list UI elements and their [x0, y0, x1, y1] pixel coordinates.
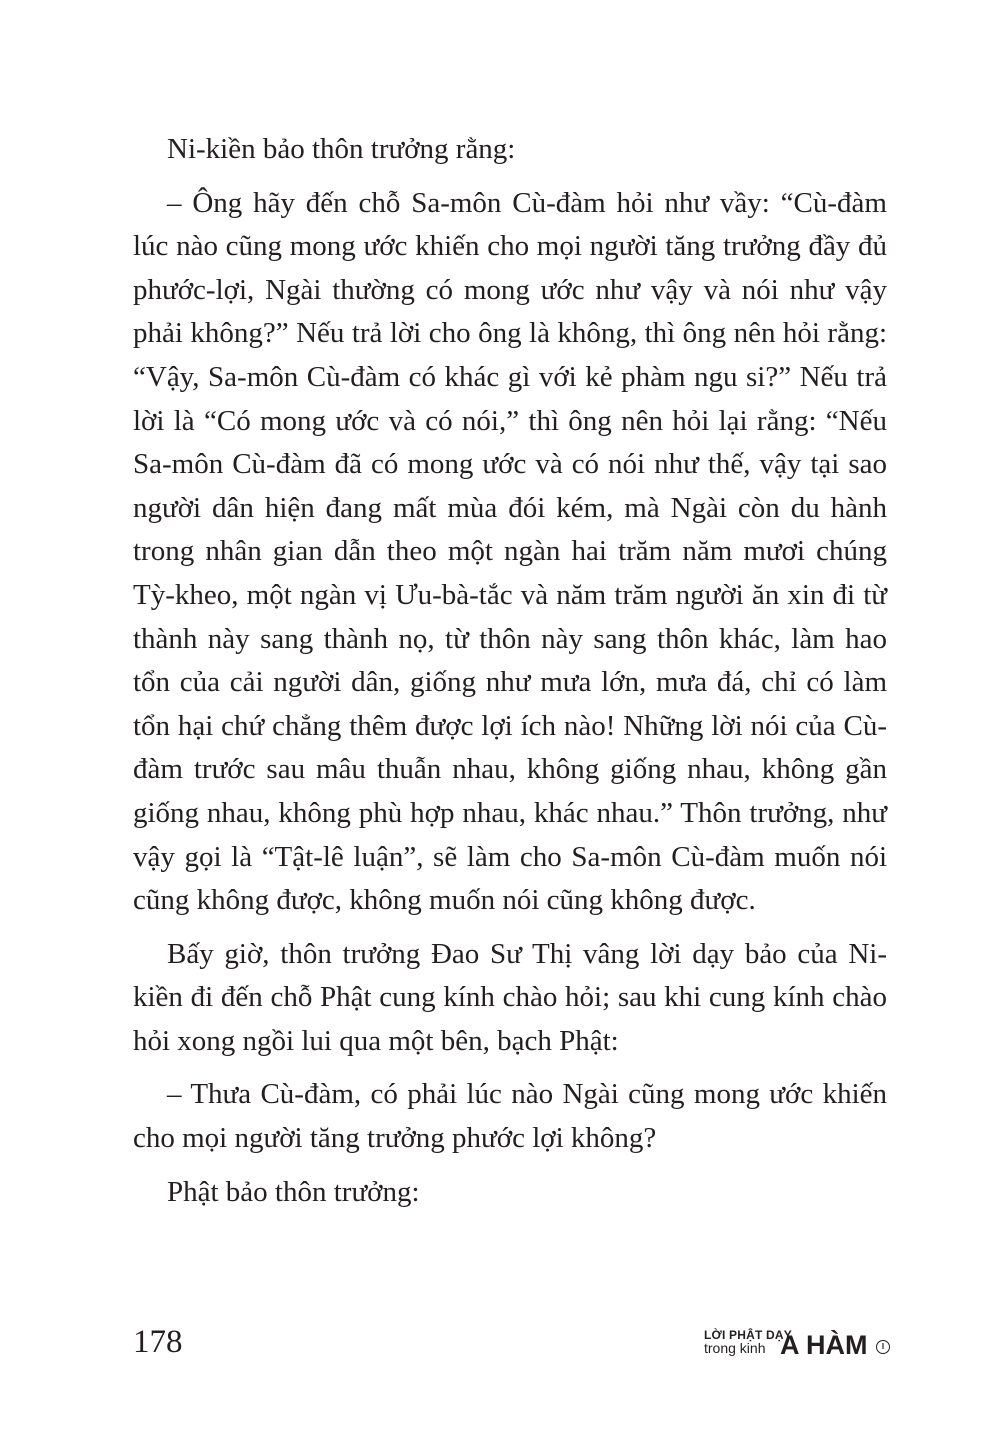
- paragraph: – Ông hãy đến chỗ Sa-môn Cù-đàm hỏi như vầy: “Cù-đàm lúc nào cũng mong ước khiến cho mọi người tăng trưởng đầy đủ phước-lợi, Ngài thường có mong ước như vậy và nói như vậy phải không?” Nếu trả lời cho ông là không, thì ông nên hỏi rằng: “Vậy, Sa-môn Cù-đàm có khác gì với kẻ phàm ngu si?” Nếu trả lời là “Có mong ước và có nói,” thì ông nên hỏi lại rằng: “Nếu Sa-môn Cù-đàm đã có mong ước và có nói như thế, vậy tại sao người dân hiện đang mất mùa đói kém, mà Ngài còn du hành trong nhân gian dẫn theo một ngàn hai trăm năm mươi chúng Tỳ-kheo, một ngàn vị Ưu-bà-tắc và năm trăm người ăn xin đi từ thành này sang thành nọ, từ thôn này sang thôn khác, làm hao tổn của cải người dân, giống như mưa lớn, mưa đá, chỉ có làm tổn hại chứ chẳng thêm được lợi ích nào! Những lời nói của Cù-đàm trước sau mâu thuẫn nhau, không giống nhau, không gần giống nhau, không phù hợp nhau, khác nhau.” Thôn trưởng, như vậy gọi là “Tật-lê luận”, sẽ làm cho Sa-môn Cù-đàm muốn nói cũng không được, không muốn nói cũng không được.: [133, 186, 887, 917]
- book-title-main: A HÀM: [780, 1330, 868, 1360]
- book-title-line2: trong kinh: [704, 1340, 766, 1356]
- book-title-line1: LỜI PHẬT DẠY: [704, 1328, 792, 1342]
- paragraph: – Thưa Cù-đàm, có phải lúc nào Ngài cũng mong ước khiến cho mọi người tăng trưởng phước lợi không?: [133, 1078, 887, 1155]
- body-text: [133, 128, 887, 1214]
- book-title-logo: [704, 1329, 894, 1363]
- volume-badge: I: [876, 1340, 890, 1354]
- paragraph: Bấy giờ, thôn trưởng Đao Sư Thị vâng lời dạy bảo của Ni-kiền đi đến chỗ Phật cung kính chào hỏi; sau khi cung kính chào hỏi xong ngồi lui qua một bên, bạch Phật:: [133, 937, 887, 1057]
- paragraph: Phật bảo thôn trưởng:: [167, 1175, 420, 1208]
- page-number: 178: [133, 1324, 183, 1360]
- paragraph: Ni-kiền bảo thôn trưởng rằng:: [167, 133, 516, 165]
